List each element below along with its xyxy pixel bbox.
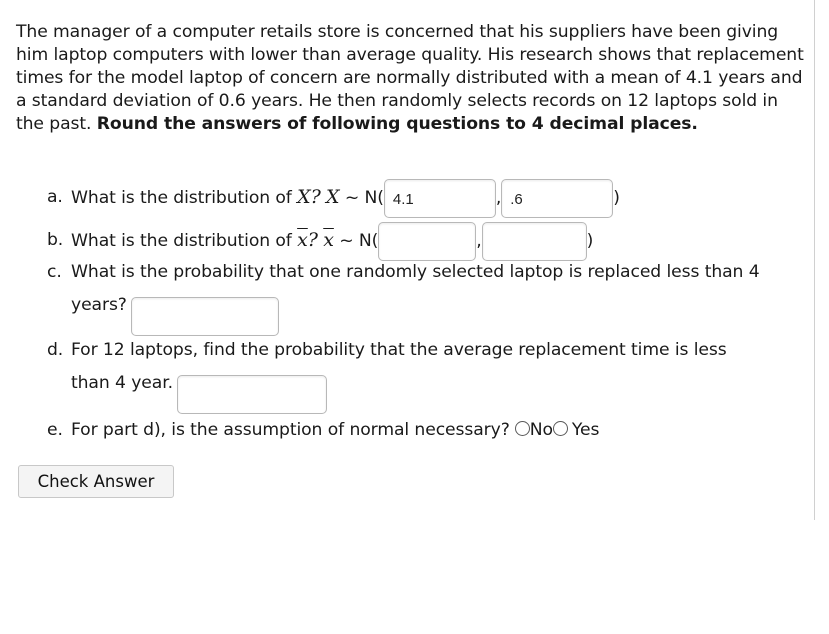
part-d (47, 334, 807, 414)
part-a-q: ? (310, 186, 321, 208)
part-a (47, 178, 807, 216)
part-b (47, 221, 807, 259)
part-b-q: ? (307, 229, 318, 251)
part-c-text-cont: years? (71, 295, 127, 315)
question-text (16, 21, 806, 136)
radio-no-label: No (529, 420, 553, 440)
part-a-sd-input[interactable] (501, 179, 613, 218)
part-b-text: What is the distribution of (71, 231, 292, 251)
part-a-tilde: ~ N( (344, 188, 384, 208)
right-border (814, 0, 815, 520)
part-b-sd-input[interactable] (482, 222, 587, 261)
part-e (47, 414, 807, 447)
part-e-marker: e. (47, 420, 63, 440)
part-b-close: ) (586, 231, 594, 251)
part-a-close: ) (613, 188, 620, 208)
part-b-mean-input[interactable] (378, 222, 476, 261)
part-c-text: What is the probability that one randomly selected laptop is replaced less than 4 (71, 262, 760, 282)
part-a-mean-input[interactable] (384, 179, 496, 218)
question-parts (47, 178, 807, 447)
radio-yes[interactable] (553, 421, 568, 436)
part-c-answer-input[interactable] (131, 297, 279, 336)
part-d-marker: d. (47, 340, 64, 360)
radio-no[interactable] (515, 421, 530, 436)
part-e-text: For part d), is the assumption of normal necessary? (71, 420, 510, 440)
part-d-answer-input[interactable] (177, 375, 327, 414)
part-b-comma: , (476, 231, 482, 251)
part-b-var2: $\overline{x}$ (323, 229, 334, 251)
part-c (47, 256, 807, 336)
part-a-var: X (297, 186, 311, 208)
question-intro: The manager of a computer retails store is concerned that his suppliers have been giving him laptop computers with lower than average quality. His research shows that replacement times for the model laptop of concern are normally distributed with a mean of 4.1 years and a standard deviation of 0.6 years. He then randomly selects records on 12 laptops sold in the past. (16, 22, 804, 134)
part-c-marker: c. (47, 262, 62, 282)
part-b-var: $\overline{x}$ (297, 229, 308, 251)
part-a-text: What is the distribution of (71, 188, 292, 208)
part-b-marker: b. (47, 230, 64, 250)
question-instruction: Round the answers of following questions to 4 decimal places. (96, 114, 698, 134)
part-a-var2: X (326, 186, 340, 208)
check-answer-button[interactable]: Check Answer (18, 465, 174, 498)
part-b-tilde: ~ N( (339, 231, 379, 251)
part-a-comma: , (495, 188, 502, 208)
part-d-text-cont: than 4 year. (71, 373, 173, 393)
radio-yes-label: Yes (571, 420, 600, 440)
part-d-text: For 12 laptops, find the probability that the average replacement time is less (71, 340, 727, 360)
part-a-marker: a. (47, 187, 63, 207)
